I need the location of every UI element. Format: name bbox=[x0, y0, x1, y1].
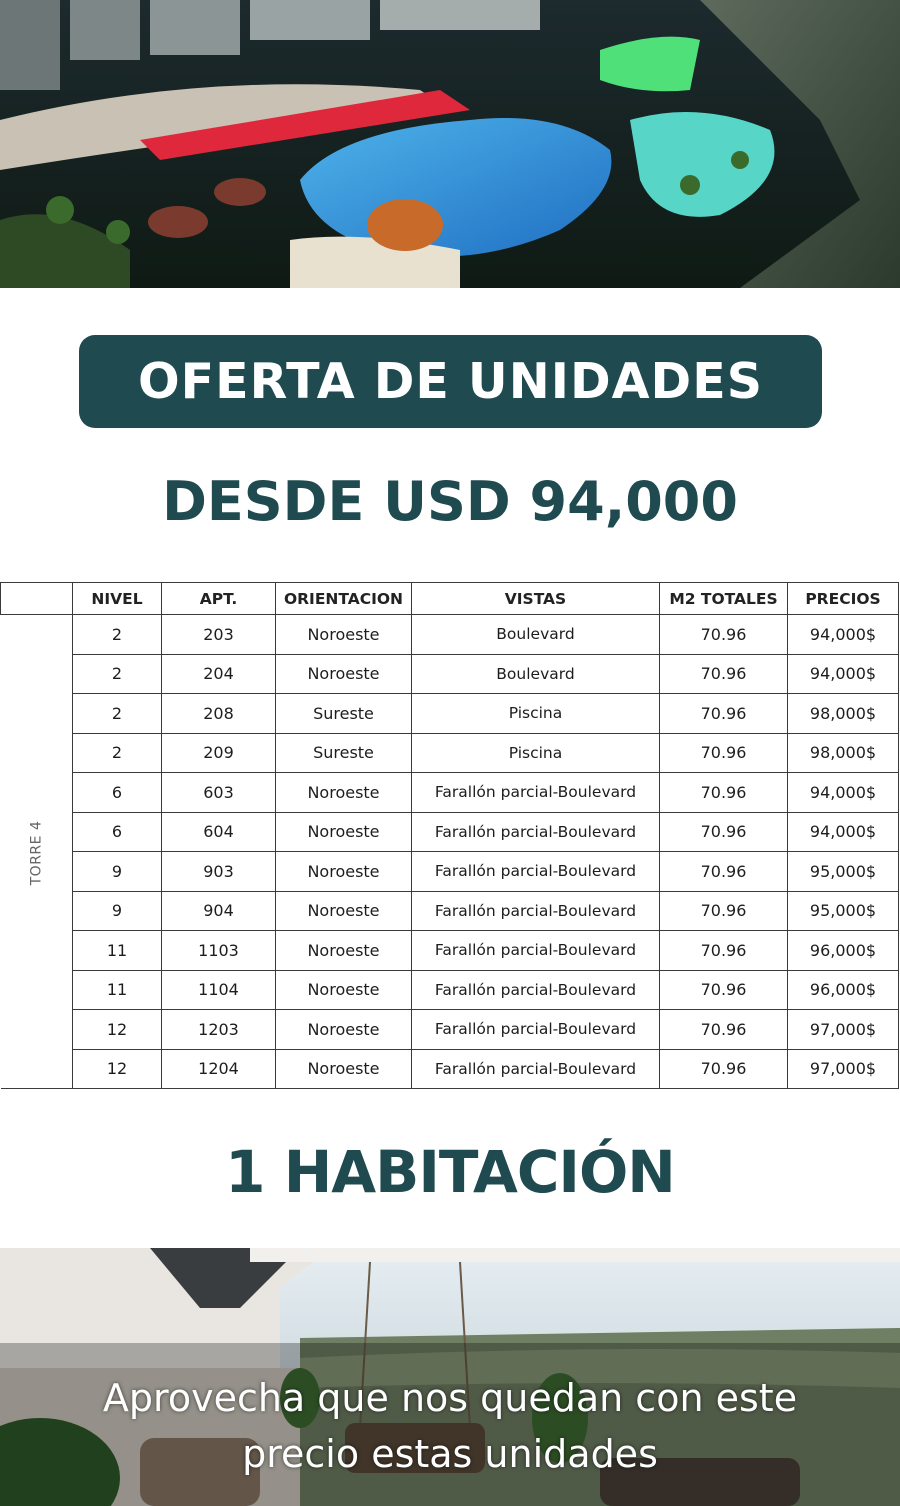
column-header-apt: APT. bbox=[162, 583, 276, 615]
units-table bbox=[0, 582, 899, 1089]
cell-precio: 94,000$ bbox=[788, 654, 899, 694]
cell-vistas: Farallón parcial-Boulevard bbox=[412, 891, 660, 931]
cell-nivel: 12 bbox=[73, 1049, 162, 1089]
cell-vistas: Farallón parcial-Boulevard bbox=[412, 970, 660, 1010]
cell-precio: 97,000$ bbox=[788, 1010, 899, 1050]
cell-vistas: Farallón parcial-Boulevard bbox=[412, 931, 660, 971]
cell-m2: 70.96 bbox=[660, 773, 788, 813]
table-row bbox=[1, 773, 899, 813]
cell-apt: 1104 bbox=[162, 970, 276, 1010]
table-row bbox=[1, 812, 899, 852]
cell-apt: 203 bbox=[162, 615, 276, 655]
cell-m2: 70.96 bbox=[660, 694, 788, 734]
cell-m2: 70.96 bbox=[660, 1049, 788, 1089]
cell-m2: 70.96 bbox=[660, 891, 788, 931]
cell-orientacion: Sureste bbox=[276, 694, 412, 734]
cell-precio: 94,000$ bbox=[788, 615, 899, 655]
cell-nivel: 2 bbox=[73, 733, 162, 773]
cell-vistas: Farallón parcial-Boulevard bbox=[412, 1049, 660, 1089]
cell-vistas: Farallón parcial-Boulevard bbox=[412, 773, 660, 813]
cell-nivel: 12 bbox=[73, 1010, 162, 1050]
cell-orientacion: Noroeste bbox=[276, 931, 412, 971]
cell-precio: 97,000$ bbox=[788, 1049, 899, 1089]
cell-orientacion: Noroeste bbox=[276, 1010, 412, 1050]
promo-caption bbox=[0, 1370, 900, 1482]
cell-apt: 204 bbox=[162, 654, 276, 694]
cell-vistas: Farallón parcial-Boulevard bbox=[412, 852, 660, 892]
cell-apt: 1203 bbox=[162, 1010, 276, 1050]
cell-orientacion: Noroeste bbox=[276, 970, 412, 1010]
cell-apt: 904 bbox=[162, 891, 276, 931]
cell-nivel: 2 bbox=[73, 615, 162, 655]
starting-price: DESDE USD 94,000 bbox=[162, 470, 738, 533]
cell-m2: 70.96 bbox=[660, 852, 788, 892]
table-row bbox=[1, 733, 899, 773]
table-row bbox=[1, 1049, 899, 1089]
cell-nivel: 2 bbox=[73, 694, 162, 734]
cell-precio: 96,000$ bbox=[788, 931, 899, 971]
cell-orientacion: Noroeste bbox=[276, 812, 412, 852]
table-row bbox=[1, 694, 899, 734]
cell-m2: 70.96 bbox=[660, 931, 788, 971]
cell-nivel: 6 bbox=[73, 812, 162, 852]
units-table-container bbox=[0, 582, 898, 1087]
cell-vistas: Boulevard bbox=[412, 654, 660, 694]
table-row bbox=[1, 931, 899, 971]
cell-m2: 70.96 bbox=[660, 970, 788, 1010]
column-header-m2: M2 TOTALES bbox=[660, 583, 788, 615]
hero-image-resort bbox=[0, 0, 900, 288]
cell-nivel: 6 bbox=[73, 773, 162, 813]
offer-banner bbox=[79, 335, 822, 428]
cell-vistas: Farallón parcial-Boulevard bbox=[412, 812, 660, 852]
cell-vistas: Boulevard bbox=[412, 615, 660, 655]
cell-orientacion: Sureste bbox=[276, 733, 412, 773]
cell-orientacion: Noroeste bbox=[276, 615, 412, 655]
cell-precio: 95,000$ bbox=[788, 891, 899, 931]
table-row bbox=[1, 970, 899, 1010]
tower-header-cell bbox=[1, 583, 73, 615]
cell-nivel: 11 bbox=[73, 931, 162, 971]
cell-precio: 96,000$ bbox=[788, 970, 899, 1010]
column-header-vistas: VISTAS bbox=[412, 583, 660, 615]
cell-vistas: Farallón parcial-Boulevard bbox=[412, 1010, 660, 1050]
cell-precio: 98,000$ bbox=[788, 733, 899, 773]
cell-vistas: Piscina bbox=[412, 733, 660, 773]
cell-apt: 903 bbox=[162, 852, 276, 892]
cell-nivel: 9 bbox=[73, 891, 162, 931]
cell-orientacion: Noroeste bbox=[276, 1049, 412, 1089]
cell-m2: 70.96 bbox=[660, 654, 788, 694]
cell-precio: 98,000$ bbox=[788, 694, 899, 734]
column-header-precios: PRECIOS bbox=[788, 583, 899, 615]
cell-precio: 94,000$ bbox=[788, 812, 899, 852]
table-header-row bbox=[1, 583, 899, 615]
cell-nivel: 2 bbox=[73, 654, 162, 694]
cell-orientacion: Noroeste bbox=[276, 773, 412, 813]
cell-m2: 70.96 bbox=[660, 812, 788, 852]
cell-vistas: Piscina bbox=[412, 694, 660, 734]
room-type-heading: 1 HABITACIÓN bbox=[225, 1138, 675, 1206]
cell-apt: 208 bbox=[162, 694, 276, 734]
cell-apt: 603 bbox=[162, 773, 276, 813]
caption-line-1: Aprovecha que nos quedan con este bbox=[102, 1376, 798, 1420]
cell-orientacion: Noroeste bbox=[276, 654, 412, 694]
cell-orientacion: Noroeste bbox=[276, 852, 412, 892]
table-row bbox=[1, 852, 899, 892]
caption-line-2: precio estas unidades bbox=[242, 1432, 658, 1476]
table-row bbox=[1, 1010, 899, 1050]
cell-precio: 94,000$ bbox=[788, 773, 899, 813]
cell-orientacion: Noroeste bbox=[276, 891, 412, 931]
cell-precio: 95,000$ bbox=[788, 852, 899, 892]
cell-nivel: 9 bbox=[73, 852, 162, 892]
column-header-orientacion: ORIENTACION bbox=[276, 583, 412, 615]
cell-m2: 70.96 bbox=[660, 733, 788, 773]
cell-apt: 1103 bbox=[162, 931, 276, 971]
cell-apt: 604 bbox=[162, 812, 276, 852]
table-row bbox=[1, 891, 899, 931]
tower-cell bbox=[1, 615, 73, 1089]
table-row bbox=[1, 654, 899, 694]
tower-label: TORRE 4 bbox=[28, 820, 45, 886]
offer-title: OFERTA DE UNIDADES bbox=[138, 353, 763, 410]
table-row bbox=[1, 615, 899, 655]
cell-apt: 1204 bbox=[162, 1049, 276, 1089]
column-header-nivel: NIVEL bbox=[73, 583, 162, 615]
cell-m2: 70.96 bbox=[660, 1010, 788, 1050]
cell-nivel: 11 bbox=[73, 970, 162, 1010]
cell-apt: 209 bbox=[162, 733, 276, 773]
cell-m2: 70.96 bbox=[660, 615, 788, 655]
